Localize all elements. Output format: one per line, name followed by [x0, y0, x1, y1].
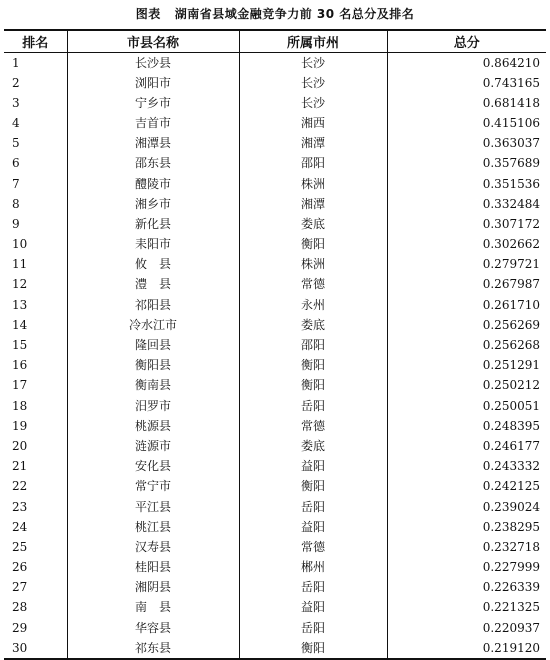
- county-cell: 汉寿县: [67, 537, 239, 557]
- rank-cell: 11: [4, 254, 67, 274]
- county-cell: 新化县: [67, 214, 239, 234]
- county-cell: 攸 县: [67, 254, 239, 274]
- city-cell: 衡阳: [239, 638, 387, 659]
- header-city: 所属市州: [239, 30, 387, 52]
- table-row: [4, 396, 546, 416]
- city-cell: 岳阳: [239, 618, 387, 638]
- city-cell: 郴州: [239, 557, 387, 577]
- score-cell: 0.243332: [482, 459, 540, 474]
- table-caption: [0, 5, 550, 22]
- county-cell: 湘阴县: [67, 577, 239, 597]
- score-cell: 0.415106: [482, 115, 540, 130]
- city-cell: 衡阳: [239, 375, 387, 395]
- city-cell: 娄底: [239, 315, 387, 335]
- score-cell: 0.227999: [482, 560, 540, 575]
- score-cell: 0.351536: [482, 176, 540, 191]
- score-cell: 0.220937: [482, 620, 540, 635]
- table-row: [4, 254, 546, 274]
- city-cell: 常德: [239, 274, 387, 294]
- city-cell: 湘潭: [239, 194, 387, 214]
- table-row: [4, 295, 546, 315]
- table-row: [4, 416, 546, 436]
- rank-cell: 22: [4, 476, 67, 496]
- score-cell: 0.332484: [482, 196, 540, 211]
- county-cell: 涟源市: [67, 436, 239, 456]
- city-cell: 长沙: [239, 73, 387, 93]
- rank-cell: 6: [4, 153, 67, 173]
- table-row: [4, 375, 546, 395]
- caption-title: 湖南省县域金融竞争力前 30 名总分及排名: [174, 7, 415, 21]
- county-cell: 吉首市: [67, 113, 239, 133]
- table-row: [4, 638, 546, 659]
- score-cell: 0.232718: [482, 539, 540, 554]
- header-score: 总分: [387, 30, 546, 52]
- rank-cell: 8: [4, 194, 67, 214]
- city-cell: 长沙: [239, 93, 387, 113]
- county-cell: 常宁市: [67, 476, 239, 496]
- city-cell: 益阳: [239, 597, 387, 617]
- rank-cell: 12: [4, 274, 67, 294]
- rank-cell: 29: [4, 618, 67, 638]
- table-row: [4, 436, 546, 456]
- table-row: [4, 52, 546, 73]
- rank-cell: 14: [4, 315, 67, 335]
- table-row: [4, 517, 546, 537]
- ranking-table: [4, 29, 546, 660]
- score-cell: 0.307172: [482, 216, 540, 231]
- city-cell: 邵阳: [239, 153, 387, 173]
- score-cell: 0.219120: [387, 638, 546, 659]
- score-cell: 0.251291: [482, 358, 540, 373]
- rank-cell: 24: [4, 517, 67, 537]
- city-cell: 益阳: [239, 456, 387, 476]
- rank-cell: 21: [4, 456, 67, 476]
- rank-cell: 9: [4, 214, 67, 234]
- table-row: [4, 93, 546, 113]
- county-cell: 衡南县: [67, 375, 239, 395]
- city-cell: 长沙: [239, 52, 387, 73]
- score-cell: 0.250212: [482, 378, 540, 393]
- rank-cell: 5: [4, 133, 67, 153]
- header-county: 市县名称: [67, 30, 239, 52]
- city-cell: 娄底: [239, 214, 387, 234]
- city-cell: 常德: [239, 416, 387, 436]
- rank-cell: 4: [4, 113, 67, 133]
- city-cell: 湘西: [239, 113, 387, 133]
- table-row: [4, 355, 546, 375]
- table-row: [4, 476, 546, 496]
- table-row: [4, 577, 546, 597]
- county-cell: 华容县: [67, 618, 239, 638]
- county-cell: 南 县: [67, 597, 239, 617]
- county-cell: 耒阳市: [67, 234, 239, 254]
- table-row: [4, 153, 546, 173]
- city-cell: 株洲: [239, 254, 387, 274]
- county-cell: 桂阳县: [67, 557, 239, 577]
- table-row: [4, 173, 546, 193]
- table-body: [4, 52, 546, 659]
- city-cell: 衡阳: [239, 476, 387, 496]
- score-cell: 0.246177: [482, 438, 540, 453]
- city-cell: 邵阳: [239, 335, 387, 355]
- score-cell: 0.221325: [482, 600, 540, 615]
- score-cell: 0.250051: [482, 398, 540, 413]
- county-cell: 长沙县: [67, 52, 239, 73]
- rank-cell: 23: [4, 496, 67, 516]
- rank-cell: 28: [4, 597, 67, 617]
- county-cell: 衡阳县: [67, 355, 239, 375]
- rank-cell: 7: [4, 173, 67, 193]
- score-cell: 0.261710: [482, 297, 540, 312]
- score-cell: 0.239024: [482, 499, 540, 514]
- score-cell: 0.238295: [482, 519, 540, 534]
- county-cell: 祁阳县: [67, 295, 239, 315]
- rank-cell: 20: [4, 436, 67, 456]
- score-cell: 0.864210: [482, 55, 540, 70]
- table-row: [4, 597, 546, 617]
- county-cell: 宁乡市: [67, 93, 239, 113]
- rank-cell: 16: [4, 355, 67, 375]
- city-cell: 益阳: [239, 517, 387, 537]
- county-cell: 汨罗市: [67, 396, 239, 416]
- score-cell: 0.743165: [482, 75, 540, 90]
- rank-cell: 2: [4, 73, 67, 93]
- city-cell: 衡阳: [239, 234, 387, 254]
- table-row: [4, 335, 546, 355]
- caption-label: 图表: [135, 7, 161, 21]
- table-row: [4, 315, 546, 335]
- score-cell: 0.357689: [482, 156, 540, 171]
- county-cell: 桃源县: [67, 416, 239, 436]
- score-cell: 0.302662: [482, 237, 540, 252]
- city-cell: 湘潭: [239, 133, 387, 153]
- city-cell: 株洲: [239, 173, 387, 193]
- table-row: [4, 234, 546, 254]
- rank-cell: 26: [4, 557, 67, 577]
- table-header-row: [4, 30, 546, 52]
- county-cell: 醴陵市: [67, 173, 239, 193]
- county-cell: 湘乡市: [67, 194, 239, 214]
- county-cell: 浏阳市: [67, 73, 239, 93]
- county-cell: 邵东县: [67, 153, 239, 173]
- rank-cell: 19: [4, 416, 67, 436]
- rank-cell: 17: [4, 375, 67, 395]
- county-cell: 澧 县: [67, 274, 239, 294]
- county-cell: 湘潭县: [67, 133, 239, 153]
- city-cell: 岳阳: [239, 577, 387, 597]
- county-cell: 祁东县: [67, 638, 239, 659]
- score-cell: 0.267987: [482, 277, 540, 292]
- rank-cell: 10: [4, 234, 67, 254]
- rank-cell: 1: [4, 52, 67, 73]
- county-cell: 平江县: [67, 496, 239, 516]
- score-cell: 0.256269: [482, 317, 540, 332]
- county-cell: 冷水江市: [67, 315, 239, 335]
- score-cell: 0.242125: [482, 479, 540, 494]
- table-row: [4, 214, 546, 234]
- header-rank: 排名: [4, 30, 67, 52]
- table-row: [4, 496, 546, 516]
- table-row: [4, 73, 546, 93]
- county-cell: 桃江县: [67, 517, 239, 537]
- city-cell: 永州: [239, 295, 387, 315]
- score-cell: 0.363037: [482, 136, 540, 151]
- city-cell: 岳阳: [239, 496, 387, 516]
- city-cell: 常德: [239, 537, 387, 557]
- county-cell: 安化县: [67, 456, 239, 476]
- rank-cell: 3: [4, 93, 67, 113]
- table-row: [4, 113, 546, 133]
- score-cell: 0.279721: [482, 257, 540, 272]
- score-cell: 0.248395: [482, 418, 540, 433]
- rank-cell: 15: [4, 335, 67, 355]
- rank-cell: 18: [4, 396, 67, 416]
- rank-cell: 27: [4, 577, 67, 597]
- rank-cell: 30: [4, 638, 67, 659]
- table-row: [4, 274, 546, 294]
- score-cell: 0.256268: [482, 338, 540, 353]
- score-cell: 0.226339: [482, 580, 540, 595]
- city-cell: 娄底: [239, 436, 387, 456]
- rank-cell: 25: [4, 537, 67, 557]
- table-row: [4, 618, 546, 638]
- city-cell: 衡阳: [239, 355, 387, 375]
- table-row: [4, 133, 546, 153]
- table-row: [4, 557, 546, 577]
- table-row: [4, 537, 546, 557]
- county-cell: 隆回县: [67, 335, 239, 355]
- table-row: [4, 456, 546, 476]
- rank-cell: 13: [4, 295, 67, 315]
- table-row: [4, 194, 546, 214]
- city-cell: 岳阳: [239, 396, 387, 416]
- score-cell: 0.681418: [482, 95, 540, 110]
